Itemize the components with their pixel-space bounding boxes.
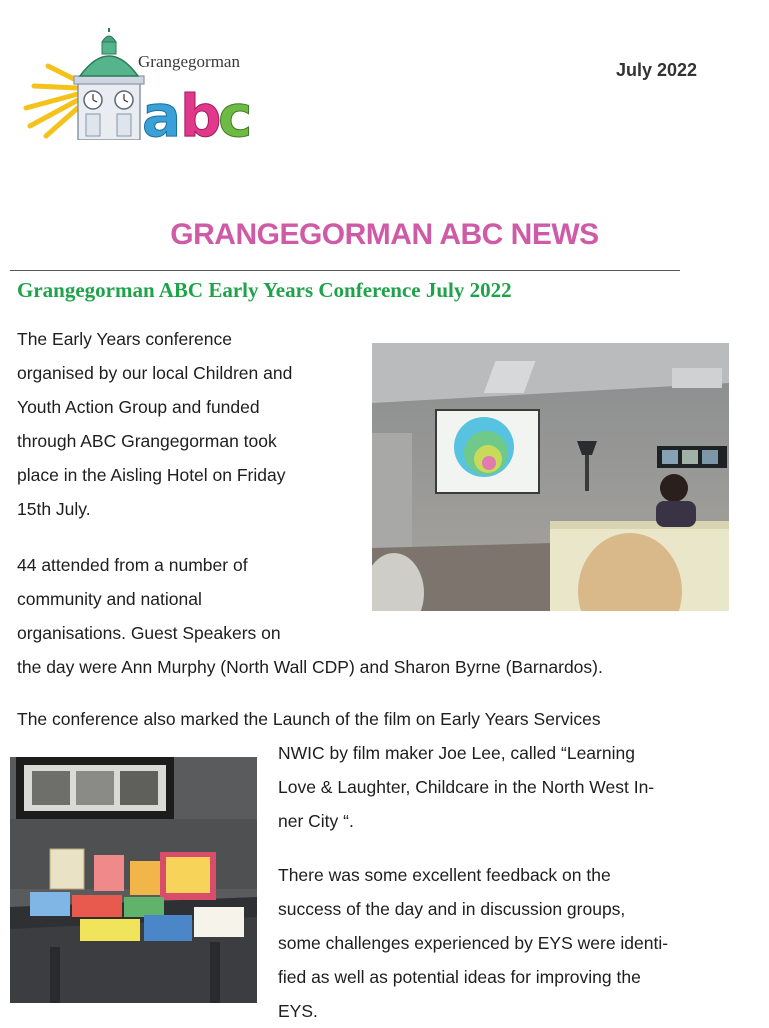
text-line: organisations. Guest Speakers on (17, 623, 281, 643)
grangegorman-abc-logo (20, 28, 270, 140)
conference-photo (372, 343, 729, 611)
text-line: place in the Aisling Hotel on Friday (17, 465, 286, 485)
article-title: Grangegorman ABC Early Years Conference July 2022 (17, 278, 512, 302)
issue-date: July 2022 (616, 60, 698, 80)
paragraph-film-launch-first-line: The conference also marked the Launch of the film on Early Years Services (17, 709, 601, 729)
paragraph-film-launch (278, 736, 654, 838)
text-line: the day were Ann Murphy (North Wall CDP) and Sharon Byrne (Barnardos). (17, 657, 603, 677)
text-line: 44 attended from a number of (17, 555, 248, 575)
text-line: fied as well as potential ideas for improving the (278, 967, 641, 987)
logo-letter-b: b (180, 82, 222, 140)
text-line: 15th July. (17, 499, 91, 519)
paragraph-conference-intro (17, 322, 292, 526)
text-line: The Early Years conference (17, 329, 232, 349)
headline-divider (10, 270, 680, 271)
logo-wordmark: Grangegorman (138, 52, 240, 71)
text-line: Love & Laughter, Childcare in the North West In- (278, 777, 655, 797)
logo-letter-c: c (218, 82, 253, 140)
paragraph-feedback (278, 858, 668, 1028)
text-line: ner City “. (278, 811, 354, 831)
text-line: through ABC Grangegorman took (17, 431, 277, 451)
text-line: Youth Action Group and funded (17, 397, 260, 417)
text-line: some challenges experienced by EYS were identi- (278, 933, 669, 953)
logo-letter-a: a (142, 82, 182, 140)
newsletter-headline: GRANGEGORMAN ABC NEWS (170, 218, 599, 251)
text-line: There was some excellent feedback on the (278, 865, 611, 885)
text-line: community and national (17, 589, 202, 609)
books-display-photo (10, 757, 257, 1003)
text-line: NWIC by film maker Joe Lee, called “Learning (278, 743, 635, 763)
text-line: success of the day and in discussion groups, (278, 899, 626, 919)
text-line: EYS. (278, 1001, 318, 1021)
text-line: organised by our local Children and (17, 363, 293, 383)
clocktower-logo-graphic (20, 28, 270, 140)
